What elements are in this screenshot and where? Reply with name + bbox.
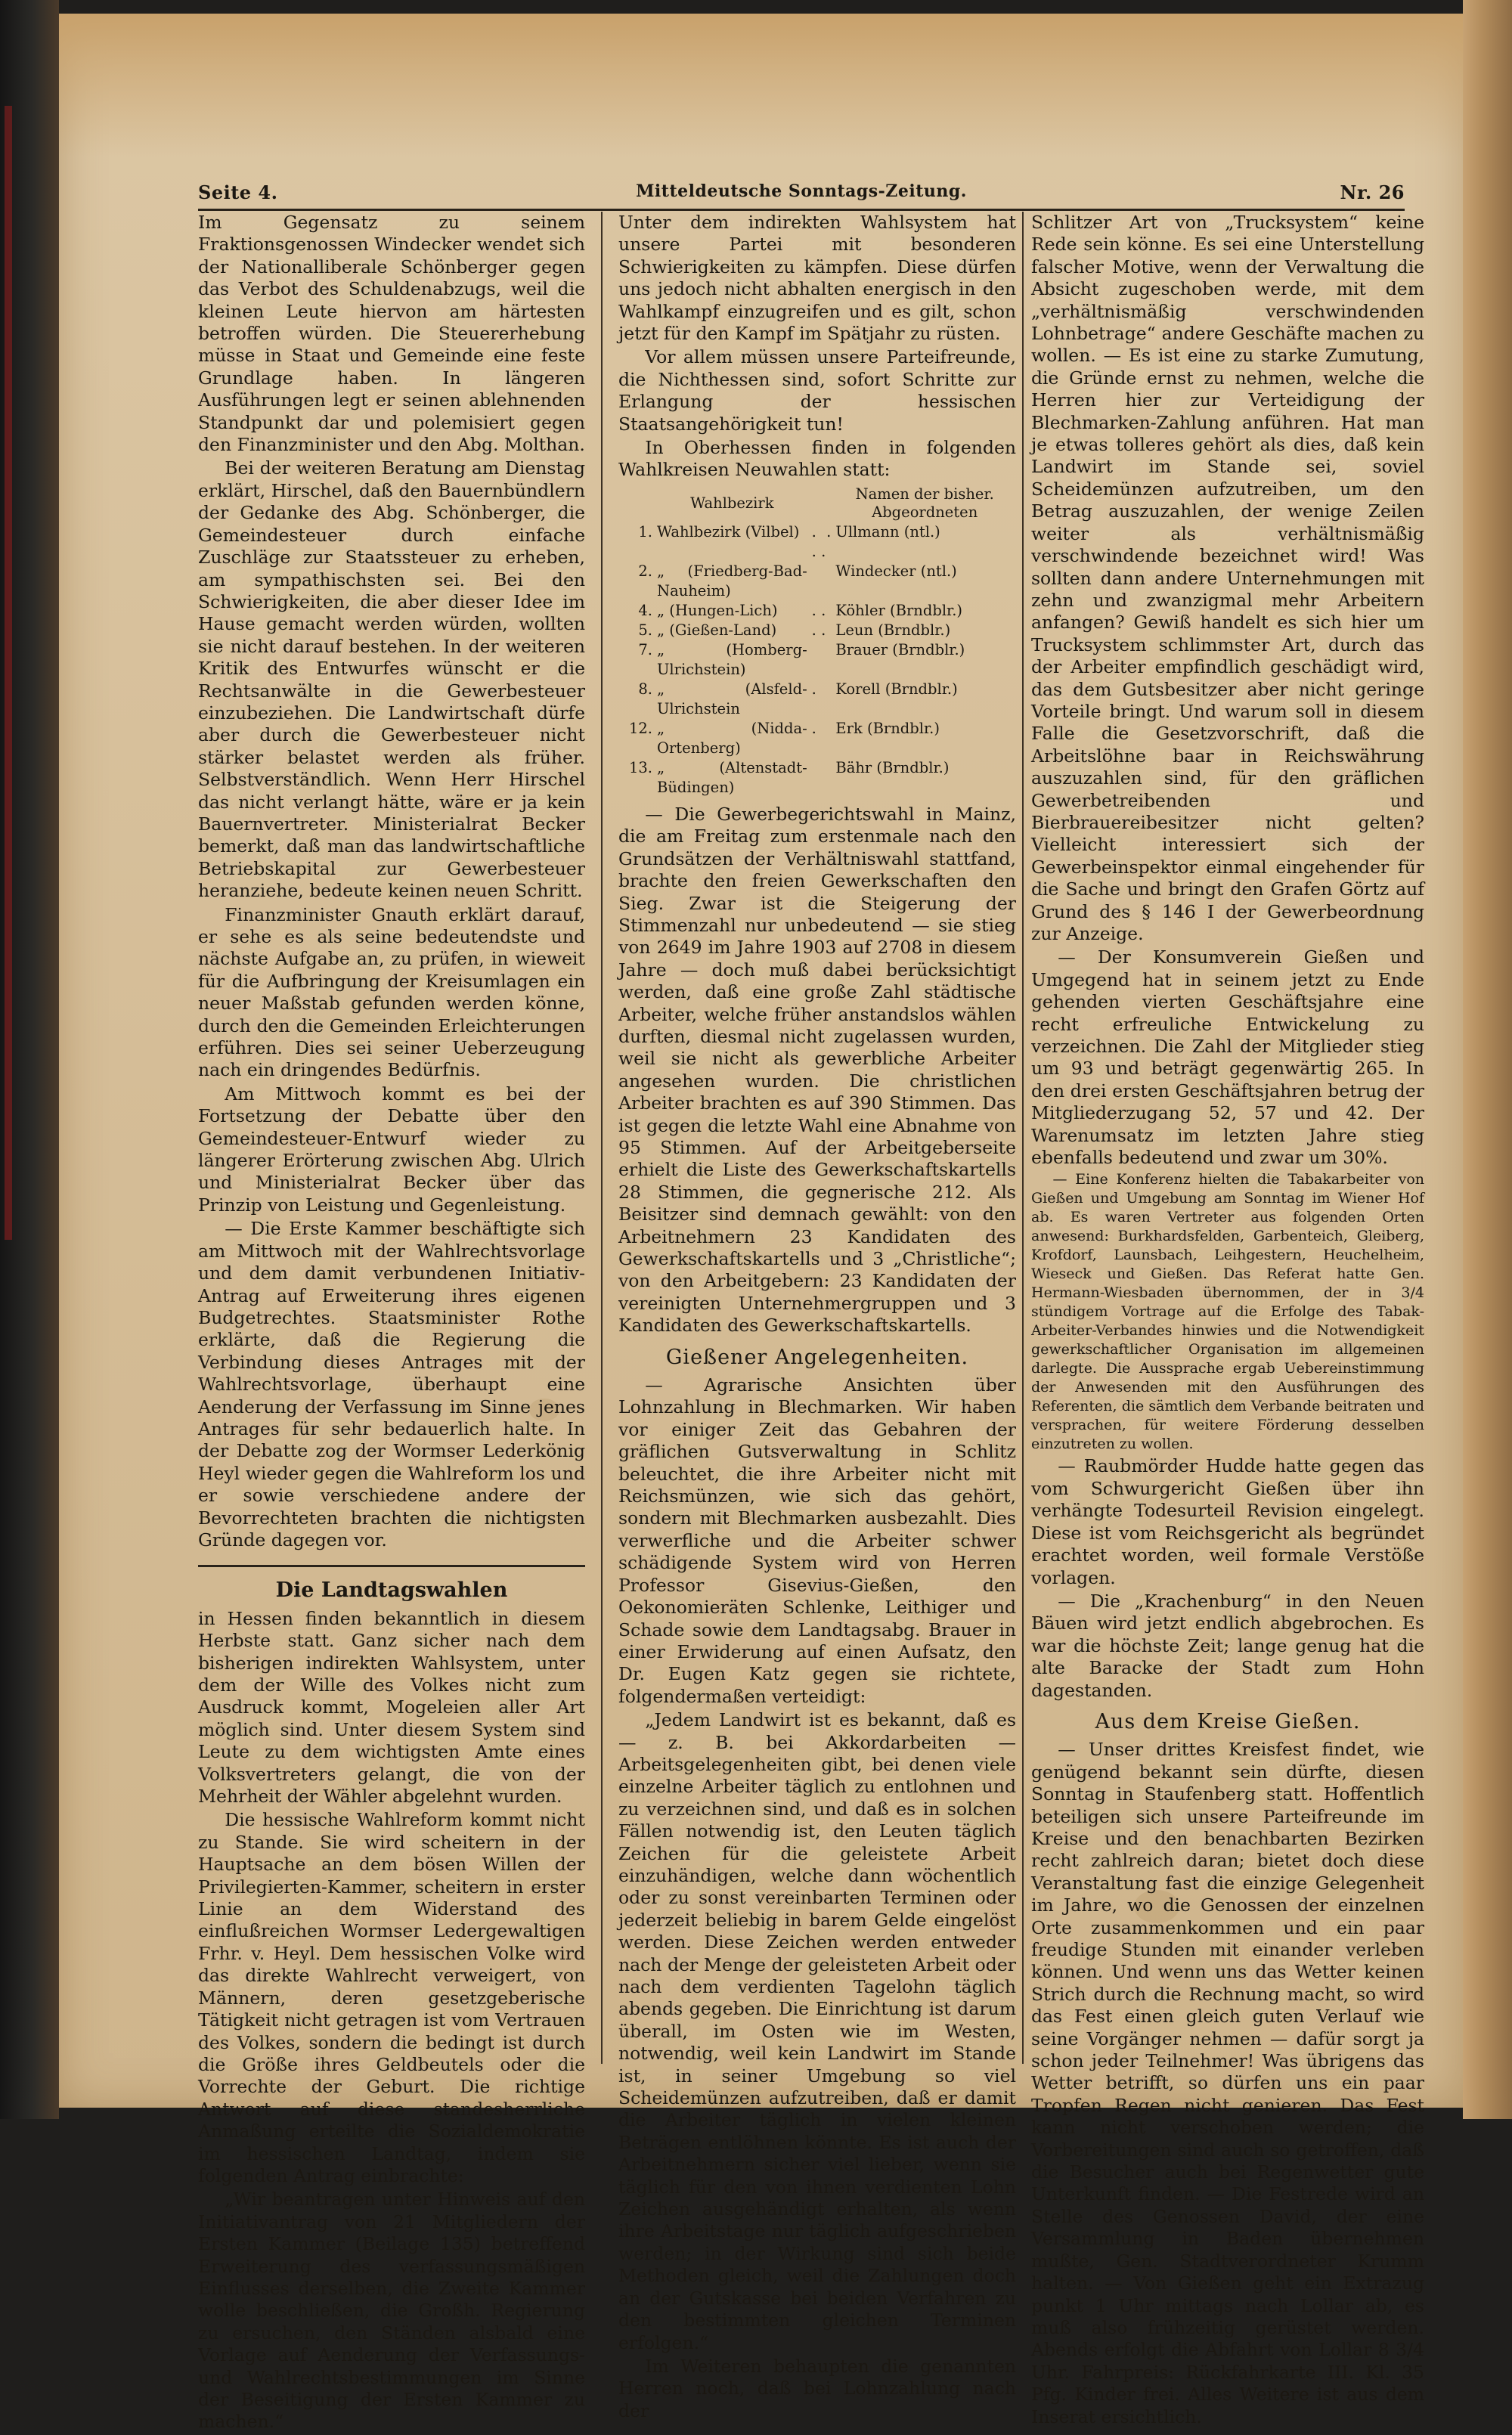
district-number: 4. [638, 601, 652, 619]
paragraph: In Oberhessen finden in folgenden Wahlkreisen Neuwahlen statt: [618, 437, 1016, 481]
section-heading-landtagswahlen: Die Landtagswahlen [198, 1565, 585, 1601]
representative-name: Korell (Brndblr.) [835, 680, 958, 698]
paragraph: — Raubmörder Hudde hatte gegen das vom Schwurgericht Gießen über ihn verhängte Todesurteil Revision eingelegt. Diese ist vom Reichsgericht als begründet erachtet worden, weil formale Verstöße vorlagen. [1031, 1455, 1424, 1588]
section-heading-kreise: Aus dem Kreise Gießen. [1095, 1709, 1361, 1733]
paragraph: — Die „Krachenburg“ in den Neuen Bäuen wird jetzt endlich abgebrochen. Es war die höchste Zeit; lange genug hat die alte Baracke der Stadt zum Hohn dagestanden. [1031, 1590, 1424, 1701]
table-row [618, 522, 1016, 562]
paragraph: — Unser drittes Kreisfest findet, wie genügend bekannt sein dürfte, diesen Sonntag in Staufenberg statt. Hoffentlich beteiligen sich unsere Parteifreunde im Kreise und den benachbarten Bezirken recht zahlreich daran; bietet doch diese Veranstaltung fast die einzige Gelegenheit im Jahre, wo die Genossen der einzelnen Orte zusammenkommen und ein paar freudige Stunden mit einander verleben können. Und wenn uns das Wetter keinen Strich durch die Rechnung macht, so wird das Fest einen gleich guten Verlauf wie seine Vorgänger nehmen — dafür sorgt ja schon jeder Teilnehmer! Was übrigens das Wetter betrifft, so dürfen uns ein paar Tropfen Regen nicht genieren. Das Fest kann nicht verschoben werden; die Vorbereitungen sind auch so getroffen, daß die Besucher auch bei Regenwetter gute Unterkunft finden. — Die Festrede wird an Stelle des Genossen David, der eine Versammlung in Baden übernehmen mußte, Gen. Stadtverordneter Krumm halten. — Von Gießen geht ein Extrazug punkt 1 Uhr mittags nach Lollar ab, es muß also frühzeitig gerüstet werden. Abends erfolgt die Abfahrt von Lollar 8 3/4 Uhr. Fahrpreis: Rückfahrkarte III. Kl. 35 Pfg. Kinder frei. Alles Weitere ist aus dem Inserat ersichtlich. [1031, 1739, 1424, 2427]
representative-name: Erk (Brndblr.) [835, 719, 940, 737]
quoted-statement: „Jedem Landwirt ist es bekannt, daß es — z. B. bei Akkordarbeiten — Arbeitsgelegenheiten gibt, bei denen viele einzelne Arbeiter täglich zu entlohnen und zu verzeichnen sind, und daß es in solchen Fällen notwendig ist, den Leuten täglich Zeichen für die geleistete Arbeit einzuhändigen, welche dann wöchentlich oder zu sonst vereinbarten Terminen oder jederzeit beliebig in barem Gelde eingelöst werden. Diese Zeichen werden entweder nach der Menge der geleisteten Arbeit oder nach dem verdienten Tagelohn täglich abends gegeben. Die Einrichtung ist darum überall, im Osten wie im Westen, notwendig, weil kein Landwirt im Stande ist, in seiner Umgebung so viel Scheidemünzen aufzutreiben, daß er damit die Arbeiter täglich in vielen kleinen Beträgen entlöhnen könnte. Es ist auch der Arbeitnehmern sicher viel lieber, wenn sie täglich für den von ihnen verdienten Lohn Zeichen ausgehändigt erhalten, als wenn ihre Arbeitstage nur täglich aufgeschrieben werden; in der Wirkung sind sich beide Methoden gleich, weil die Zahlungen doch an der Gutskasse bei beiden Verfahren zu den bestimmten gleichen Terminen erfolgen.“ [618, 1709, 1016, 2353]
table-header-district: Wahlbezirk [690, 494, 774, 512]
table-row [618, 758, 1016, 798]
representative-name: Köhler (Brndblr.) [835, 601, 963, 619]
district-name: „ (Nidda-Ortenberg) [657, 719, 807, 757]
paragraph: — Der Konsumverein Gießen und Umgegend hat in seinem jetzt zu Ende gehenden vierten Geschäftsjahre eine recht erfreuliche Entwickelung zu verzeichnen. Die Zahl der Mitglieder stieg um 93 und beträgt gegenwärtig 265. In den drei ersten Geschäftsjahren betrug der Mitgliederzugang 52, 57 und 42. Der Warenumsatz im letzten Jahre stieg ebenfalls bedeutend und zwar um 30%. [1031, 946, 1424, 1169]
newspaper-title: Mitteldeutsche Sonntags-Zeitung. [636, 181, 967, 201]
table-row [618, 640, 1016, 680]
district-number: 2. [638, 562, 652, 580]
column-1 [198, 212, 585, 2435]
leader-dots [810, 758, 834, 798]
header-rule [198, 209, 1405, 211]
representative-name: Windecker (ntl.) [835, 562, 957, 580]
leader-dots: . [811, 680, 816, 698]
leader-dots [810, 640, 834, 680]
spine-binding-strip [5, 106, 12, 1240]
paragraph: Am Mittwoch kommt es bei der Fortsetzung der Debatte über den Gemeindesteuer-Entwurf wieder zu längerer Erörterung zwischen Abg. Ulrich und Ministerialrat Becker über das Prinzip von Leistung und Gegenleistung. [198, 1083, 585, 1216]
representative-name: Ullmann (ntl.) [835, 522, 940, 541]
table-row [618, 621, 1016, 640]
leader-dots [810, 562, 834, 601]
district-name: „ (Friedberg-Bad-Nauheim) [657, 562, 807, 599]
paragraph: Die hessische Wahlreform kommt nicht zu Stande. Sie wird scheitern in der Hauptsache an dem bösen Willen der Privilegierten-Kammer, scheitern in erster Linie an dem Widerstand des einflußreichen Wormser Ledergewaltigen Frhr. v. Heyl. Dem hessischen Volke wird das direkte Wahlrecht verweigert, von Männern, deren gesetzgeberische Tätigkeit nicht getragen ist vom Vertrauen des Volkes, sondern die bedingt ist durch die Größe ihres Geldbeutels oder die Vorrechte der Geburt. Die richtige Antwort auf diese standesherrliche Anmaßung erteilte die Sozialdemokratie im hessischen Landtag, indem sie folgenden Antrag einbrachte: [198, 1809, 585, 2186]
paragraph-small: — Eine Konferenz hielten die Tabakarbeiter von Gießen und Umgebung am Sonntag im Wiener Hof ab. Es waren Vertreter aus folgenden Orten anwesend: Burkhardsfelden, Garbenteich, Gleiberg, Krofdorf, Launsbach, Leihgestern, Heuchelheim, Wieseck und Gießen. Das Referat hatte Gen. Hermann-Wiesbaden übernommen, der in 3/4 stündigem Vortrage auf die Erfolge des Tabak-Arbeiter-Verbandes hinwies und die Notwendigkeit gewerkschaftlicher Organisation im allgemeinen darlegte. Die Aussprache ergab Uebereinstimmung der Anwesenden mit den Ausführungen des Referenten, die sämtlich dem Verbande beitraten und versprachen, für weitere Förderung desselben einzutreten zu wollen. [1031, 1171, 1424, 1453]
paragraph: Im Gegensatz zu seinem Fraktionsgenossen Windecker wendet sich der Nationalliberale Schönberger gegen das Verbot des Schuldenabzugs, weil die kleinen Leute hiervon am härtesten betroffen würden. Die Steuererhebung müsse in Staat und Gemeinde eine feste Grundlage haben. In längeren Ausführungen legt er seinen ablehnenden Standpunkt dar und polemisiert gegen den Finanzminister und den Abg. Molthan. [198, 212, 585, 456]
district-number: 12. [628, 719, 652, 737]
page-top-discoloration [59, 14, 1465, 157]
table-row [618, 680, 1016, 719]
column-divider [1022, 212, 1024, 2064]
district-name: „ (Gießen-Land) [657, 621, 777, 639]
district-number: 13. [628, 758, 652, 776]
page-label: Seite 4. [198, 181, 278, 203]
leader-dots: . [811, 719, 816, 737]
leader-dots: . . [811, 601, 826, 619]
paragraph: — Die Gewerbegerichtswahl in Mainz, die am Freitag zum erstenmale nach den Grundsätzen der Verhältniswahl stattfand, brachte den freien Gewerkschaften den Sieg. Zwar ist die Steigerung der Stimmenzahl nur unbedeutend — sie stieg von 2649 im Jahre 1903 auf 2708 in diesem Jahre — doch muß dabei berücksichtigt werden, daß eine große Zahl städtische Arbeiter, welche früher anstandslos wählen durften, diesmal nicht zugelassen wurden, weil sie nicht als gewerbliche Arbeiter angesehen wurden. Die christlichen Arbeiter brachten es auf 390 Stimmen. Das ist gegen die letzte Wahl eine Abnahme von 95 Stimmen. Auf der Arbeitgeberseite erhielt die Liste des Gewerkschaftskartells 28 Stimmen, die gegnerische 212. Als Beisitzer sind demnach gewählt: von den Arbeitnehmern 23 Kandidaten des Gewerkschaftskartells und 3 „Christliche“; von den Arbeitgebern: 23 Kandidaten der vereinigten Unternehmergruppen und 3 Kandidaten des Gewerkschaftskartells. [618, 803, 1016, 1337]
representative-name: Brauer (Brndblr.) [835, 640, 965, 658]
table-row [618, 601, 1016, 621]
paragraph: — Die Erste Kammer beschäftigte sich am Mittwoch mit der Wahlrechtsvorlage und dem damit verbundenen Initiativ-Antrag auf Erweiterung ihres eigenen Budgetrechtes. Staatsminister Rothe erklärte, daß die Regierung die Verbindung dieses Antrages mit der Wahlrechtsvorlage, überhaupt eine Aenderung der Verfassung im Sinne jenes Antrages für sehr bedauerlich halte. In der Debatte zog der Wormser Lederkönig Heyl wieder gegen die Wahlreform los und er sowie verschiedene andere der Bevorrechteten brachten die nichtigsten Gründe dagegen vor. [198, 1218, 585, 1551]
paragraph: Im Weiteren behaupten die genannten Herren noch, daß bei Lohnzahlung nach der [618, 2355, 1016, 2421]
paragraph: Schlitzer Art von „Trucksystem“ keine Rede sein könne. Es sei eine Unterstellung falscher Motive, wenn der Verwaltung die Absicht zugeschoben werde, mit dem „verhältnismäßig verschwindenden Lohnbetrage“ andere Geschäfte machen zu wollen. — Es ist eine zu starke Zumutung, die Gründe ernst zu nehmen, welche die Herren hier zur Verteidigung der Blechmarken-Zahlung anführen. Hat man je etwas tolleres gehört als dies, daß kein Landwirt im Stande sei, soviel Scheidemünzen aufzutreiben, um den Betrag auszuzahlen, der wenige Zeilen weiter als verhältnismäßig verschwindende bezeichnet wird! Was sollten dann andere Unternehmungen mit zehn und zwanzigmal mehr Arbeitern anfangen? Gewiß handelt es sich hier um Trucksystem schlimmster Art, durch das der Arbeiter empfindlich geschädigt wird, das dem Gutsbesitzer aber nicht geringe Vorteile bringt. Und warum soll in diesem Falle die Gesetzvorschrift, daß die Arbeitslöhne baar in Reichswährung auszuzahlen sind, für den gräflichen Gewerbetreibenden und Bierbrauereibesitzer nicht gelten? Vielleicht interessiert sich der Gewerbeinspektor einmal eingehender für die Sache und bringt den Grafen Görtz auf Grund des § 146 I der Gewerbeordnung zur Anzeige. [1031, 212, 1424, 944]
table-row [618, 719, 1016, 758]
district-name: „ (Homberg-Ulrichstein) [657, 640, 807, 678]
paragraph: — Agrarische Ansichten über Lohnzahlung in Blechmarken. Wir haben vor einiger Zeit das Gebahren der gräflichen Gutsverwaltung in Schlitz beleuchtet, die ihre Arbeiter nicht mit Reichsmünzen, wie sich das gehört, sondern mit Blechmarken ausbezahlt. Dies verwerfliche und die Arbeiter schwer schädigende System wird von Herren Professor Gisevius-Gießen, den Oekonomieräten Schlenke, Leithiger und Schade sowie dem Landtagsabg. Brauer in einer Erwiderung auf einen Aufsatz, den Dr. Eugen Katz gegen sie richtete, folgendermaßen verteidigt: [618, 1374, 1016, 1707]
column-2 [618, 212, 1016, 2424]
paragraph: Vor allem müssen unsere Parteifreunde, die Nichthessen sind, sofort Schritte zur Erlangung der hessischen Staatsangehörigkeit tun! [618, 346, 1016, 435]
district-name: „ (Altenstadt-Büdingen) [657, 758, 807, 796]
issue-number: Nr. 26 [1340, 181, 1405, 203]
electoral-districts-table [618, 485, 1016, 798]
quoted-motion: „Wir beantragen unter Hinweis auf den Initiativantrag von 21 Mitgliedern der Ersten Kammer (Beilage 135) betreffend Erweiterung des verfassungsmäßigen Einflusses derselben, die Zweite Kammer wolle beschließen, die Großh. Regierung zu ersuchen, den Ständen alsbald eine Vorlage auf Aenderung der Verfassungs- und Wahlrechtsbestimmungen im Sinne der Beseitigung der Ersten Kammer zu machen.“ [198, 2189, 585, 2433]
paragraph: Bei der weiteren Beratung am Dienstag erklärt, Hirschel, daß den Bauernbündlern der Gedanke des Abg. Schönberger, die Gemeindesteuer durch einfache Zuschläge zur Staatssteuer zu erheben, am sympathischsten sei. Bei den Schwierigkeiten, die aber dieser Idee im Hause gemacht werden würden, wollten sie nicht darauf bestehen. In der weiteren Kritik des Entwurfes wünscht er die Rechtsanwälte in die Gewerbesteuer einzubeziehen. Die Landwirtschaft dürfe aber durch die Gewerbesteuer nicht stärker belastet werden als früher. Selbstverständlich. Wenn Herr Hirschel das nicht verlangt hätte, wäre er ja kein Bauernvertreter. Ministerialrat Becker bemerkt, daß man das landwirtschaftliche Betriebskapital zur Gewerbesteuer heranziehe, bedeute keinen neuen Schritt. [198, 457, 585, 902]
page-stack-edge [1463, 0, 1512, 2119]
district-number: 8. [638, 680, 652, 698]
paragraph: Finanzminister Gnauth erklärt darauf, er sehe es als seine bedeutendste und nächste Aufgabe an, zu prüfen, in wieweit für die Aufbringung der Kreisumlagen ein neuer Maßstab gefunden werden könne, durch den die Gemeinden Erleichterungen erführen. Dies sei seiner Ueberzeugung nach ein dringendes Bedürfnis. [198, 903, 585, 1081]
section-heading-giessen: Gießener Angelegenheiten. [665, 1345, 969, 1369]
district-number: 7. [638, 640, 652, 658]
page-header [198, 175, 1405, 206]
representative-name: Leun (Brndblr.) [835, 621, 951, 639]
leader-dots: . . [811, 621, 826, 639]
paragraph: Unter dem indirekten Wahlsystem hat unsere Partei mit besonderen Schwierigkeiten zu kämpfen. Diese dürfen uns jedoch nicht abhalten energisch in den Wahlkampf einzugreifen und es gilt, schon jetzt für den Kampf im Spätjahr zu rüsten. [618, 212, 1016, 345]
district-number: 5. [638, 621, 652, 639]
district-number: 1. [638, 522, 652, 541]
district-name: „ (Hungen-Lich) [657, 601, 778, 619]
column-divider [601, 212, 603, 2064]
table-header-representatives: Namen der bisher. Abgeordneten [855, 485, 994, 521]
paragraph: in Hessen finden bekanntlich in diesem Herbste statt. Ganz sicher nach dem bisherigen indirekten Wahlsystem, unter dem der Wille des Volkes nicht zum Ausdruck kommt, Mogeleien aller Art möglich sind. Unter diesem System sind Leute zu dem wichtigsten Amte eines Volksvertreters gelangt, die von der Mehrheit der Wähler abgelehnt wurden. [198, 1607, 585, 1808]
column-3 [1031, 212, 1424, 2430]
leader-dots: . . . . [811, 522, 832, 560]
table-row [618, 562, 1016, 601]
district-name: „ (Alsfeld-Ulrichstein [657, 680, 807, 717]
district-name: Wahlbezirk (Vilbel) [657, 522, 800, 541]
representative-name: Bähr (Brndblr.) [835, 758, 950, 776]
